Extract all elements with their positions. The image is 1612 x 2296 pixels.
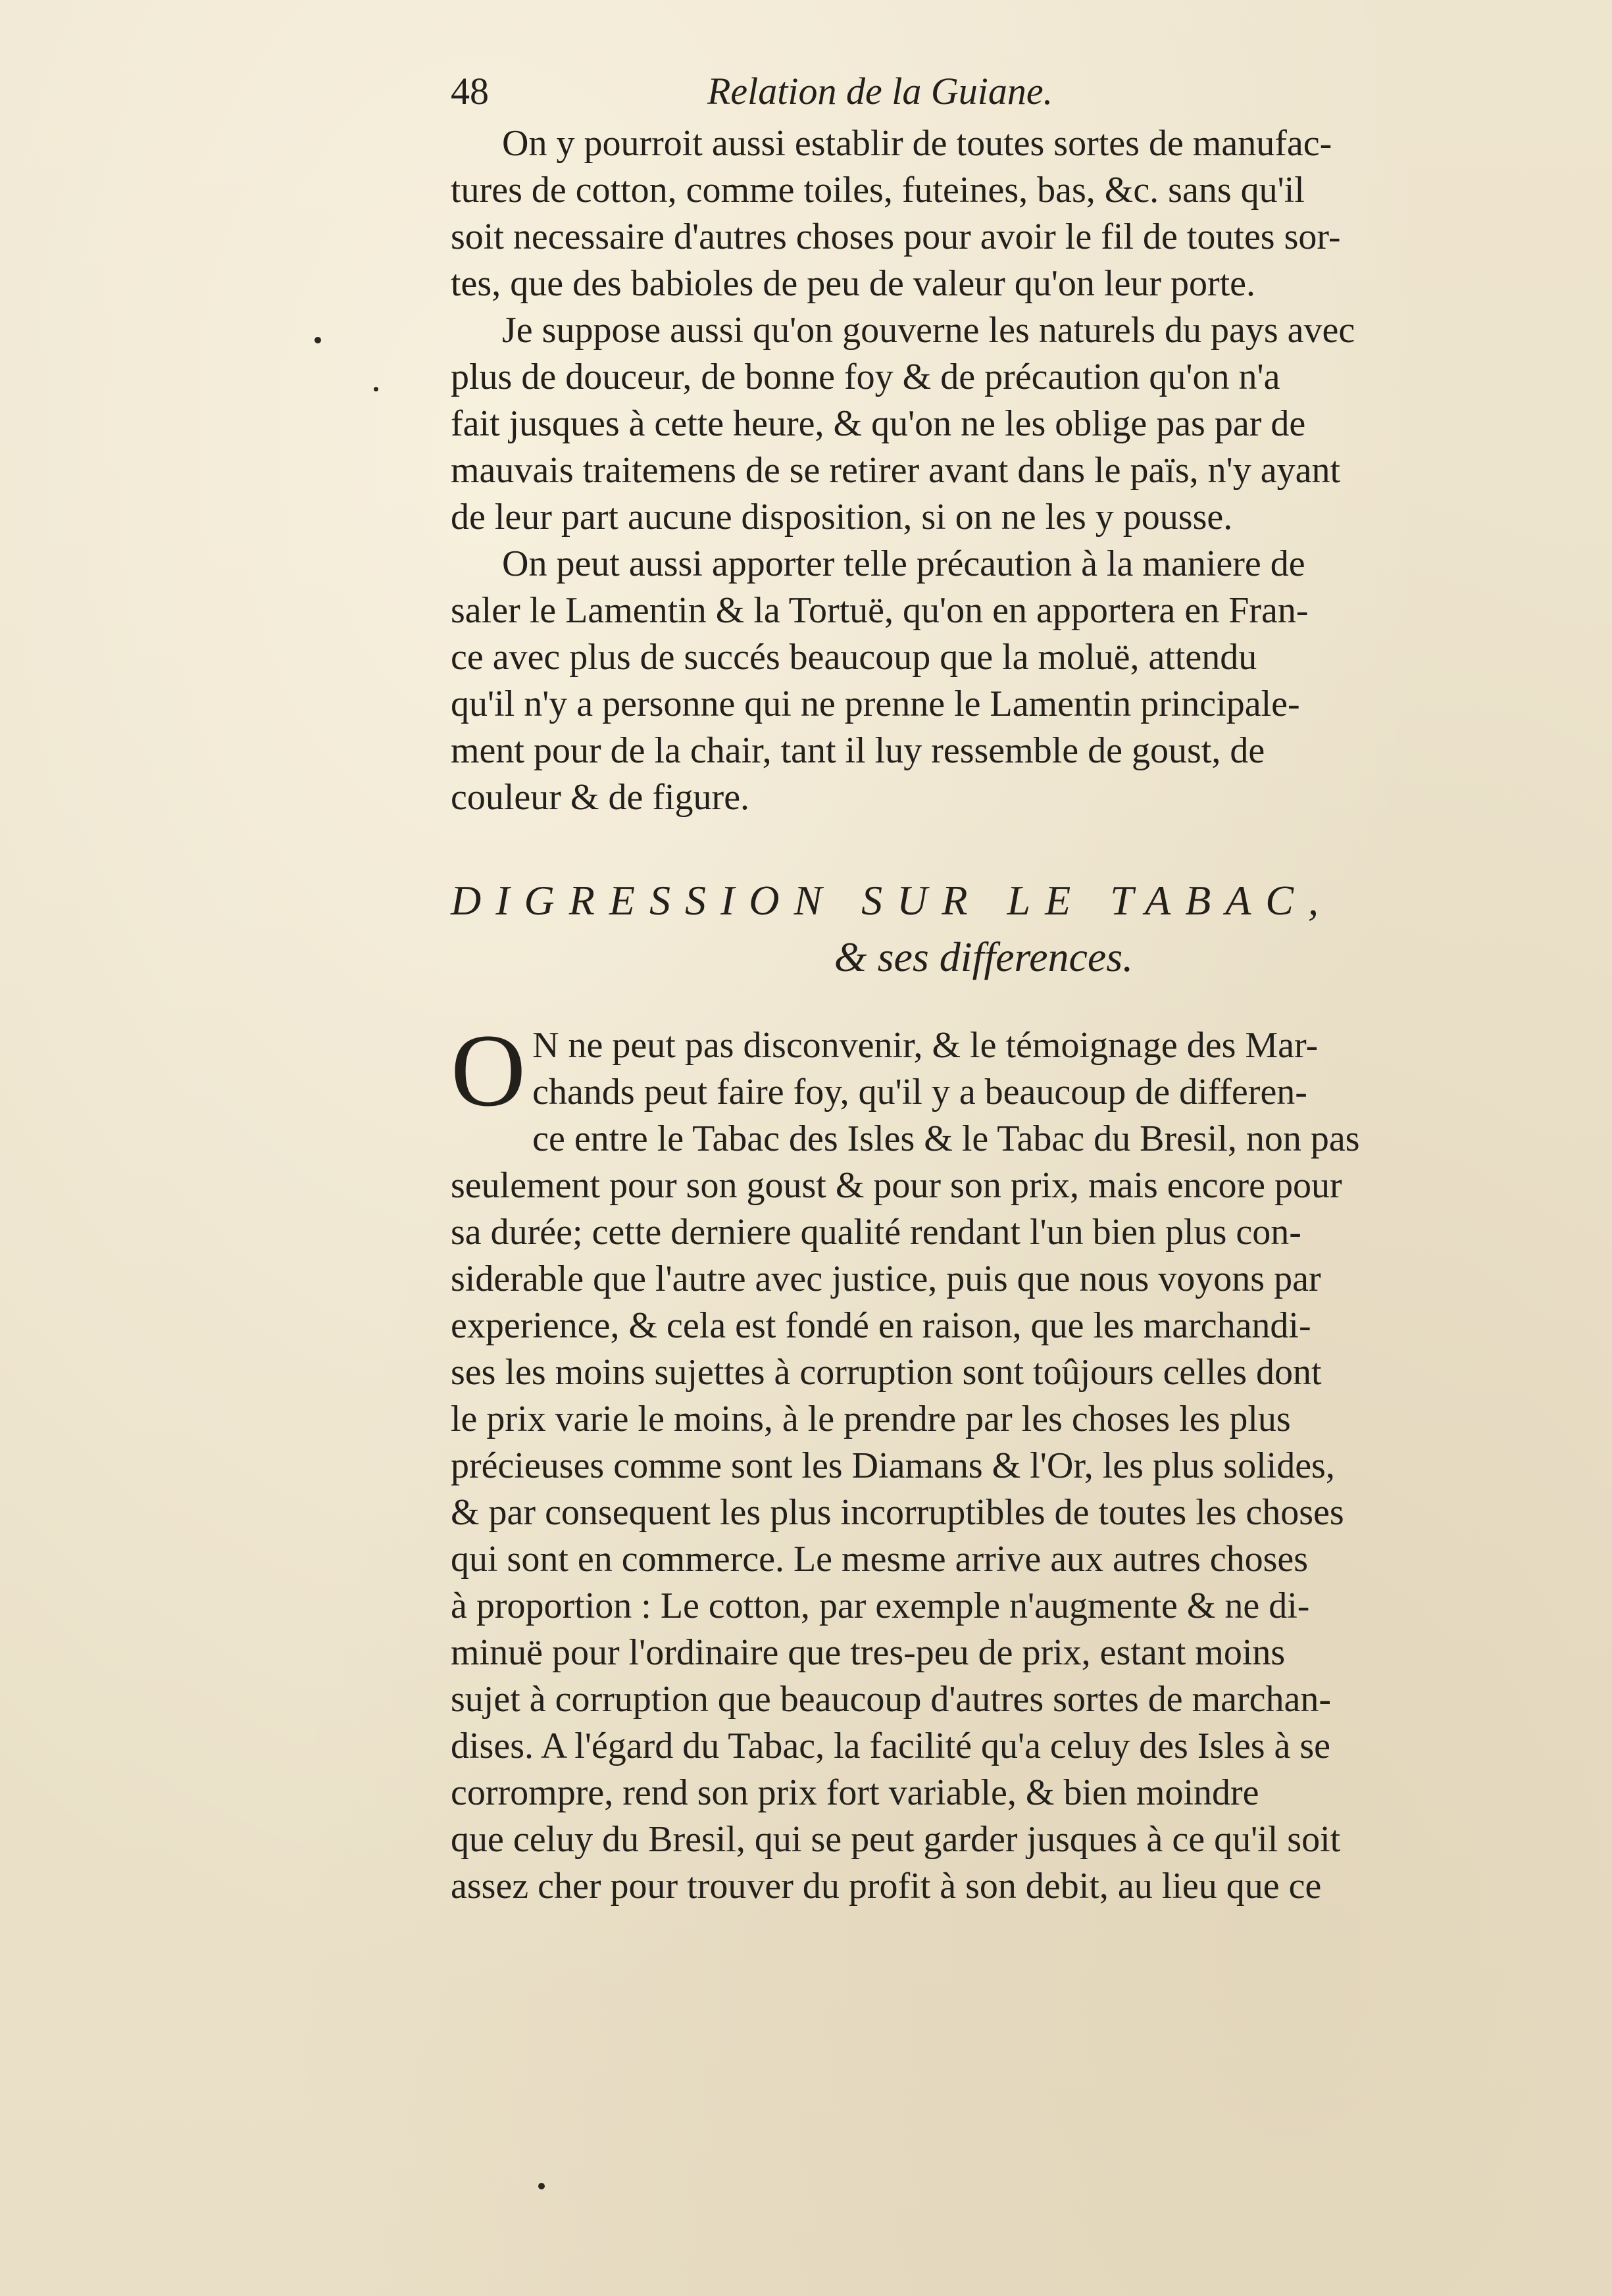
- text-block: [451, 62, 1517, 1910]
- text-line: saler le Lamentin & la Tortuë, qu'on en apportera en Fran-: [451, 590, 1309, 631]
- text-line: Je suppose aussi qu'on gouverne les naturels du pays avec: [502, 310, 1355, 351]
- text-line: & par consequent les plus incorruptibles de toutes les choses: [451, 1492, 1344, 1533]
- text-line: experience, & cela est fondé en raison, que les marchandi-: [451, 1305, 1311, 1346]
- text-line: soit necessaire d'autres choses pour avoir le fil de toutes sor-: [451, 216, 1341, 257]
- paragraph-manufactures: [451, 120, 1517, 307]
- text-line: sujet à corruption que beaucoup d'autres sortes de marchan-: [451, 1679, 1332, 1720]
- ink-speck: [374, 387, 378, 391]
- text-line: précieuses comme sont les Diamans & l'Or, les plus solides,: [451, 1445, 1335, 1486]
- paragraph-lamentin: [451, 541, 1517, 821]
- text-line: siderable que l'autre avec justice, puis que nous voyons par: [451, 1259, 1321, 1299]
- heading-subtitle: & ses differences.: [834, 934, 1134, 980]
- ink-speck: [538, 2183, 545, 2189]
- paragraph-tabac: [451, 1013, 1517, 1910]
- page-number: 48: [451, 70, 489, 112]
- heading-title: DIGRESSION SUR LE TABAC,: [451, 877, 1333, 924]
- text-line: plus de douceur, de bonne foy & de précaution qu'on n'a: [451, 357, 1280, 397]
- text-line: ce avec plus de succés beaucoup que la moluë, attendu: [451, 637, 1257, 678]
- text-line: ce entre le Tabac des Isles & le Tabac du Bresil, non pas: [532, 1118, 1360, 1159]
- text-line: corrompre, rend son prix fort variable, & bien moindre: [451, 1772, 1259, 1813]
- text-line: couleur & de figure.: [451, 777, 750, 818]
- text-line: seulement pour son goust & pour son prix, mais encore pour: [451, 1165, 1342, 1206]
- text-line: chands peut faire foy, qu'il y a beaucoup de differen-: [532, 1072, 1307, 1112]
- drop-cap: O: [451, 1013, 526, 1128]
- text-line: N ne peut pas disconvenir, & le témoignage des Mar-: [532, 1025, 1319, 1066]
- section-heading: [451, 872, 1517, 986]
- text-line: assez cher pour trouver du profit à son debit, au lieu que ce: [451, 1866, 1322, 1907]
- text-line: On peut aussi apporter telle précaution à la maniere de: [502, 543, 1305, 584]
- text-line: tures de cotton, comme toiles, futeines, bas, &c. sans qu'il: [451, 170, 1305, 211]
- text-line: tes, que des babioles de peu de valeur qu'on leur porte.: [451, 263, 1256, 304]
- text-line: On y pourroit aussi establir de toutes sortes de manufac-: [502, 123, 1332, 164]
- text-line: qu'il n'y a personne qui ne prenne le Lamentin principale-: [451, 684, 1300, 724]
- ink-speck: [315, 337, 321, 343]
- paragraph-naturels: [451, 307, 1517, 541]
- text-line: de leur part aucune disposition, si on ne les y pousse.: [451, 497, 1233, 537]
- text-line: le prix varie le moins, à le prendre par les choses les plus: [451, 1399, 1291, 1439]
- text-line: que celuy du Bresil, qui se peut garder jusques à ce qu'il soit: [451, 1819, 1341, 1860]
- running-title: Relation de la Guiane.: [707, 70, 1053, 112]
- text-line: dises. A l'égard du Tabac, la facilité qu'a celuy des Isles à se: [451, 1726, 1330, 1766]
- text-line: ses les moins sujettes à corruption sont toûjours celles dont: [451, 1352, 1322, 1393]
- text-line: fait jusques à cette heure, & qu'on ne les oblige pas par de: [451, 403, 1306, 444]
- text-line: mauvais traitemens de se retirer avant dans le païs, n'y ayant: [451, 450, 1341, 491]
- text-line: à proportion : Le cotton, par exemple n'augmente & ne di-: [451, 1585, 1310, 1626]
- text-line: ment pour de la chair, tant il luy ressemble de goust, de: [451, 730, 1265, 771]
- page-header: [451, 62, 1517, 120]
- text-line: qui sont en commerce. Le mesme arrive aux autres choses: [451, 1539, 1309, 1580]
- text-line: sa durée; cette derniere qualité rendant l'un bien plus con-: [451, 1212, 1301, 1253]
- text-line: minuë pour l'ordinaire que tres-peu de prix, estant moins: [451, 1632, 1286, 1673]
